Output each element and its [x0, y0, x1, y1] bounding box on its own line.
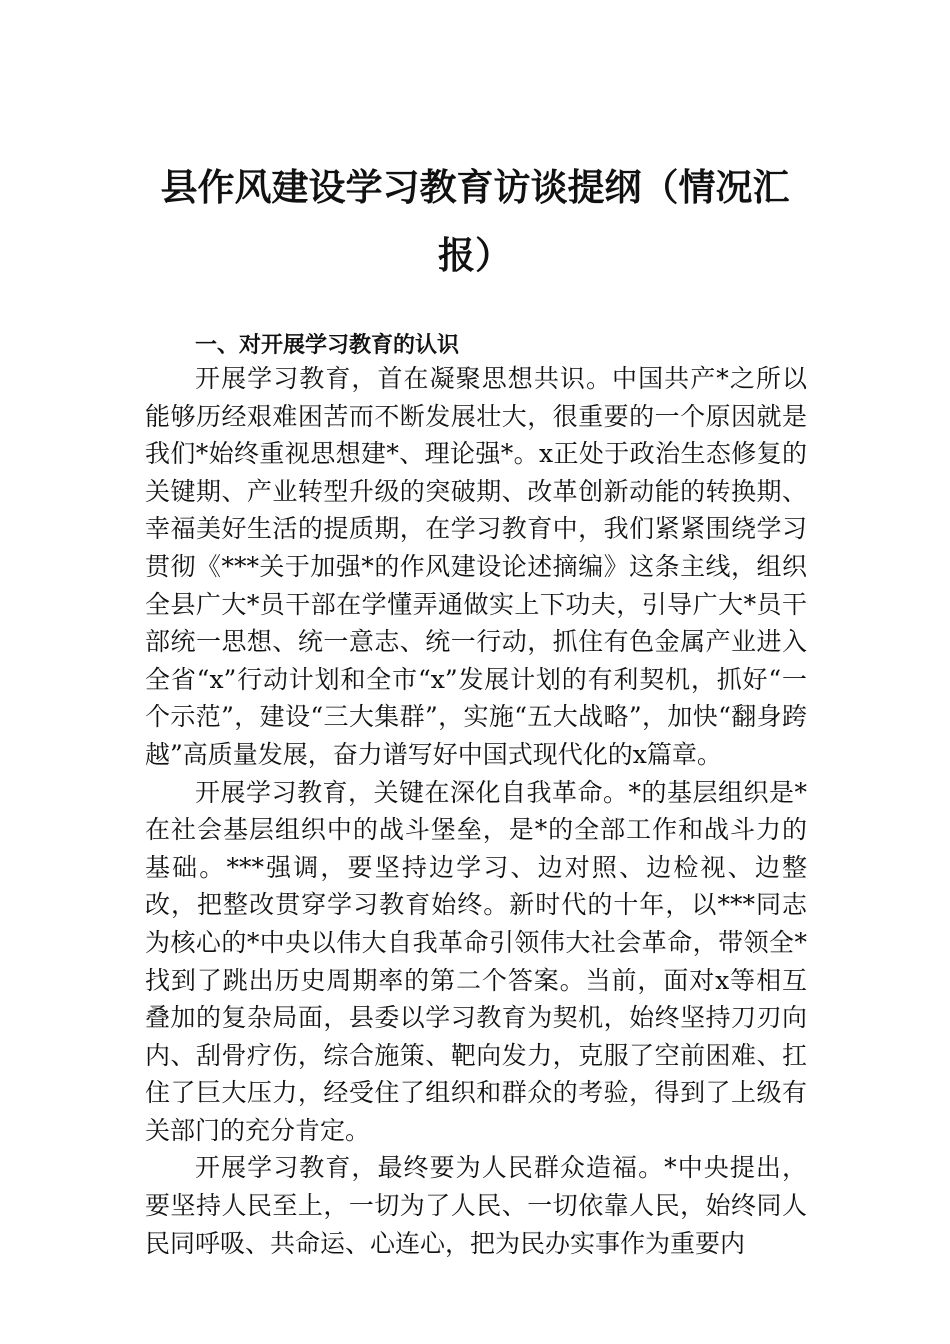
paragraph-3: 开展学习教育，最终要为人民群众造福。*中央提出，要坚持人民至上，一切为了人民、一切依靠人民，始终同人民同呼吸、共命运、心连心，把为民办实事作为重要内	[145, 1153, 807, 1258]
paragraph-1: 开展学习教育，首在凝聚思想共识。中国共产*之所以能够历经艰难困苦而不断发展壮大，很重要的一个原因就是我们*始终重视思想建*、理论强*。x正处于政治生态修复的关键期、产业转型升级的突破期、改革创新动能的转换期、幸福美好生活的提质期，在学习教育中，我们紧紧围绕学习贯彻《***关于加强*的作风建设论述摘编》这条主线，组织全县广大*员干部在学懂弄通做实上下功夫，引导广大*员干部统一思想、统一意志、统一行动，抓住有色金属产业进入全省“x”行动计划和全市“x”发展计划的有利契机，抓好“一个示范”，建设“三大集群”，实施“五大战略”，加快“翻身跨越”高质量发展，奋力谱写好中国式现代化的x篇章。	[145, 364, 807, 769]
document-title: 县作风建设学习教育访谈提纲（情况汇报）	[160, 165, 790, 277]
section-heading-1: 一、对开展学习教育的认识	[195, 333, 460, 358]
document-body	[145, 360, 807, 1262]
paragraph-2: 开展学习教育，关键在深化自我革命。*的基层组织是*在社会基层组织中的战斗堡垒，是*的全部工作和战斗力的基础。***强调，要坚持边学习、边对照、边检视、边整改，把整改贯穿学习教育始终。新时代的十年，以***同志为核心的*中央以伟大自我革命引领伟大社会革命，带领全*找到了跳出历史周期率的第二个答案。当前，面对x等相互叠加的复杂局面，县委以学习教育为契机，始终坚持刀刃向内、刮骨疗伤，综合施策、靶向发力，克服了空前困难、扛住了巨大压力，经受住了组织和群众的考验，得到了上级有关部门的充分肯定。	[145, 777, 807, 1145]
